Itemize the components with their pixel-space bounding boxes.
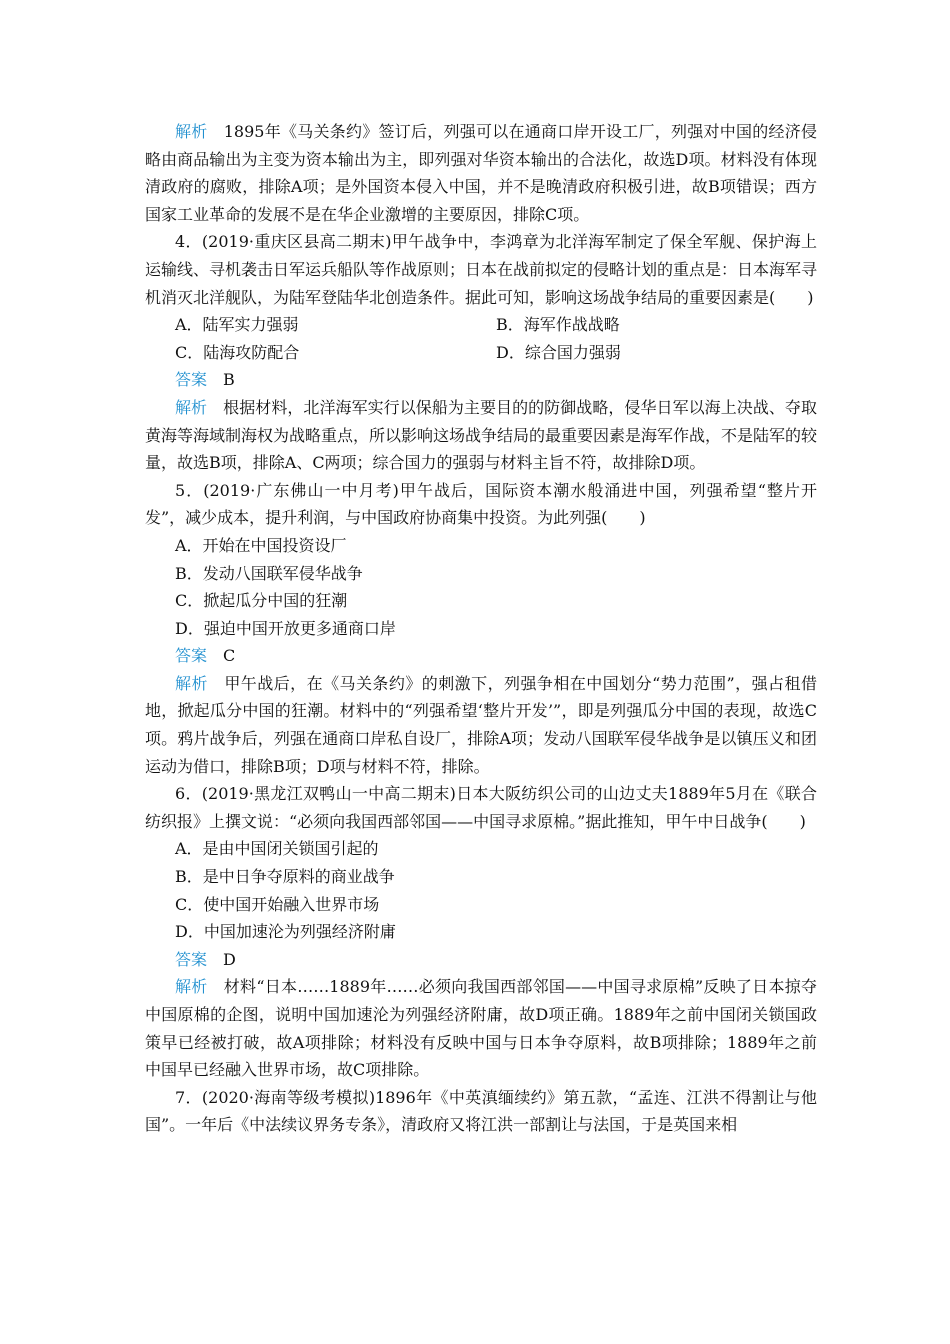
q6-answer: 答案 D (175, 949, 236, 969)
q6-option-d: D．中国加速沦为列强经济附庸 (175, 922, 396, 942)
q5-answer: 答案 C (175, 646, 236, 666)
q4-answer: 答案 B (175, 370, 235, 390)
q6-stem: 6．(2019·黑龙江双鸭山一中高二期末)日本大阪纺织公司的山边丈夫1889年5月在《联合纺织报》上撰文说：“必须向我国西部邻国——中国寻求原棉。”据此推知，甲午中日战争( ) (145, 784, 817, 831)
answer-label: 答案 (175, 370, 208, 390)
q5-option-c: C．掀起瓜分中国的狂潮 (175, 591, 348, 611)
q5-stem: 5．(2019·广东佛山一中月考)甲午战后，国际资本潮水般涌进中国，列强希望“整片开发”，减少成本，提升利润，与中国政府协商集中投资。为此列强( ) (145, 480, 817, 528)
q4-stem: 4．(2019·重庆区县高二期末)甲午战争中，李鸿章为北洋海军制定了保全军舰、保护海上运输线、寻机袭击日军运兵船队等作战原则；日本在战前拟定的侵略计划的重点是：日本海军寻机消灭北洋舰队，为陆军登陆华北创造条件。据此可知，影响这场战争结局的重要因素是( ) (145, 232, 818, 307)
analysis-label: 解析 (175, 977, 208, 997)
q3-analysis: 解析 1895年《马关条约》签订后，列强可以在通商口岸开设工厂，列强对中国的经济侵略由商品输出为主变为资本输出为主，即列强对华资本输出的合法化，故选D项。材料没有体现清政府的腐败，排除A项；是外国资本侵入中国，并不是晚清政府积极引进，故B项错误；西方国家工业革命的发展不是在华企业激增的主要原因，排除C项。 (145, 122, 817, 224)
analysis-label: 解析 (175, 122, 208, 141)
q5-option-d: D．强迫中国开放更多通商口岸 (175, 618, 396, 638)
q6-option-a: A．是由中国闭关锁国引起的 (175, 839, 379, 859)
q4-option-d: D．综合国力强弱 (496, 342, 621, 362)
q6-analysis: 解析 材料“日本……1889年……必须向我国西部邻国——中国寻求原棉”反映了日本掠夺中国原棉的企图，说明中国加速沦为列强经济附庸，故D项正确。1889年之前中国闭关锁国政策早已经被打破，故A项排除；材料没有反映中国与日本争夺原料，故B项排除；1889年之前中国早已经融入世界市场，故C项排除。 (145, 977, 817, 1080)
q5-option-a: A．开始在中国投资设厂 (175, 535, 347, 555)
analysis-label: 解析 (175, 673, 208, 693)
q4-analysis: 解析 根据材料，北洋海军实行以保船为主要目的的防御战略，侵华日军以海上决战、夺取黄海等海域制海权为战略重点，所以影响这场战争结局的最重要因素是海军作战，不是陆军的较量，故选B项，排除A、C两项；综合国力的强弱与材料主旨不符，故排除D项。 (145, 397, 818, 473)
answer-label: 答案 (175, 949, 208, 969)
q5-analysis: 解析 甲午战后，在《马关条约》的刺激下，列强争相在中国划分“势力范围”，强占租借地，掀起瓜分中国的狂潮。材料中的“列强希望‘整片开发’”，即是列强瓜分中国的表现，故选C项。鸦片战争后，列强在通商口岸私自设厂，排除A项；发动八国联军侵华战争是以镇压义和团运动为借口，排除B项；D项与材料不符，排除。 (145, 673, 817, 776)
q4-option-b: B．海军作战战略 (496, 315, 620, 335)
analysis-label: 解析 (175, 397, 208, 417)
document-page (145, 118, 817, 1139)
q6-option-b: B．是中日争夺原料的商业战争 (175, 867, 395, 887)
q4-options-row-1 (145, 311, 817, 339)
answer-label: 答案 (175, 646, 208, 666)
q4-option-a: A．陆军实力强弱 (175, 315, 299, 335)
q5-option-b: B．发动八国联军侵华战争 (175, 563, 363, 583)
q4-options-row-2 (145, 339, 817, 367)
q7-stem: 7．(2020·海南等级考模拟)1896年《中英滇缅续约》第五款，“孟连、江洪不得割让与他国”。一年后《中法续议界务专条》，清政府又将江洪一部割让与法国，于是英国来相 (145, 1087, 817, 1135)
q6-option-c: C．使中国开始融入世界市场 (175, 894, 380, 914)
q4-option-c: C．陆海攻防配合 (175, 342, 300, 362)
